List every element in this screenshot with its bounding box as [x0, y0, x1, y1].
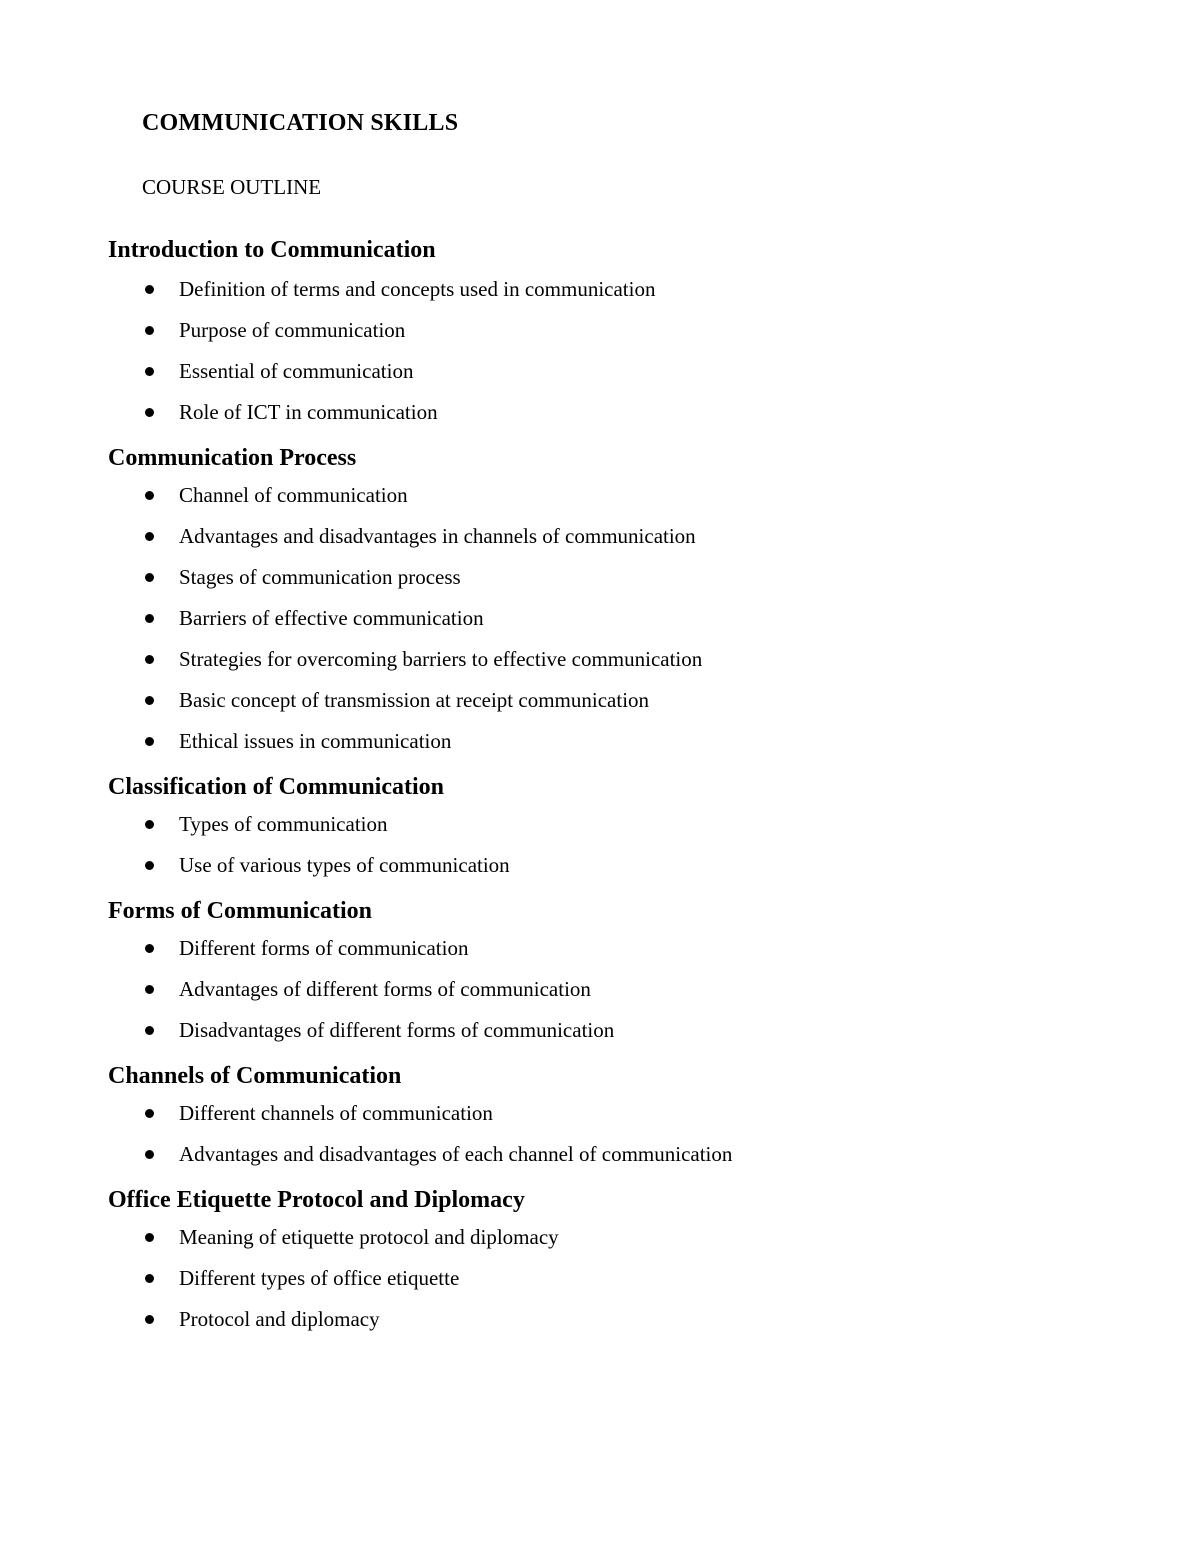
- bullet-icon: [145, 655, 154, 664]
- section-heading: Introduction to Communication: [108, 237, 436, 263]
- bullet-icon: [145, 1315, 154, 1324]
- list-item-text: Meaning of etiquette protocol and diplomacy: [179, 1225, 559, 1249]
- list-item: [108, 804, 1108, 845]
- list-item-text: Basic concept of transmission at receipt communication: [179, 688, 650, 712]
- list-item-text: Channel of communication: [179, 483, 408, 507]
- section-heading: Classification of Communication: [108, 774, 444, 800]
- list-item: [108, 639, 1108, 680]
- bullet-icon: [145, 532, 154, 541]
- list-item: [108, 351, 1108, 392]
- list-item: [108, 475, 1108, 516]
- section-heading: Channels of Communication: [108, 1063, 402, 1089]
- list-item-text: Protocol and diplomacy: [179, 1307, 380, 1331]
- bullet-icon: [145, 1274, 154, 1283]
- list-item: [108, 310, 1108, 351]
- outline-content: [108, 233, 1108, 1348]
- list-item-text: Different types of office etiquette: [179, 1266, 460, 1290]
- list-item: [108, 928, 1108, 969]
- list-item-text: Different channels of communication: [179, 1101, 493, 1125]
- section-heading: Office Etiquette Protocol and Diplomacy: [108, 1187, 525, 1213]
- list-item: [108, 845, 1108, 886]
- list-item-text: Essential of communication: [179, 359, 414, 383]
- list-item-text: Advantages of different forms of communication: [179, 977, 591, 1001]
- list-item-text: Strategies for overcoming barriers to effective communication: [179, 647, 703, 671]
- bullet-list: [108, 1093, 1108, 1175]
- list-item: [108, 680, 1108, 721]
- section-heading: Forms of Communication: [108, 898, 372, 924]
- list-item-text: Different forms of communication: [179, 936, 469, 960]
- bullet-list: [108, 928, 1108, 1051]
- section-forms: [108, 894, 1108, 1051]
- list-item: [108, 1134, 1108, 1175]
- list-item-text: Barriers of effective communication: [179, 606, 484, 630]
- list-item-text: Advantages and disadvantages of each channel of communication: [179, 1142, 733, 1166]
- list-item: [108, 269, 1108, 310]
- list-item-text: Purpose of communication: [179, 318, 406, 342]
- list-item: [108, 598, 1108, 639]
- list-item-text: Advantages and disadvantages in channels of communication: [179, 524, 696, 548]
- bullet-icon: [145, 737, 154, 746]
- list-item: [108, 557, 1108, 598]
- list-item-text: Ethical issues in communication: [179, 729, 452, 753]
- list-item: [108, 392, 1108, 433]
- bullet-icon: [145, 408, 154, 417]
- bullet-icon: [145, 861, 154, 870]
- list-item: [108, 1093, 1108, 1134]
- section-channels: [108, 1059, 1108, 1175]
- bullet-icon: [145, 1150, 154, 1159]
- bullet-icon: [145, 1026, 154, 1035]
- bullet-icon: [145, 491, 154, 500]
- list-item-text: Stages of communication process: [179, 565, 461, 589]
- bullet-icon: [145, 326, 154, 335]
- bullet-icon: [145, 985, 154, 994]
- list-item: [108, 969, 1108, 1010]
- list-item-text: Role of ICT in communication: [179, 400, 438, 424]
- list-item-text: Types of communication: [179, 812, 388, 836]
- bullet-icon: [145, 944, 154, 953]
- list-item-text: Use of various types of communication: [179, 853, 510, 877]
- bullet-list: [108, 1217, 1108, 1340]
- bullet-icon: [145, 573, 154, 582]
- bullet-list: [108, 475, 1108, 762]
- bullet-icon: [145, 1109, 154, 1118]
- bullet-icon: [145, 820, 154, 829]
- section-introduction: [108, 233, 1108, 433]
- list-item: [108, 1217, 1108, 1258]
- list-item-text: Definition of terms and concepts used in communication: [179, 277, 656, 301]
- list-item: [108, 1010, 1108, 1051]
- bullet-icon: [145, 285, 154, 294]
- list-item-text: Disadvantages of different forms of communication: [179, 1018, 615, 1042]
- list-item: [108, 721, 1108, 762]
- bullet-list: [108, 804, 1108, 886]
- section-classification: [108, 770, 1108, 886]
- section-heading: Communication Process: [108, 445, 357, 471]
- section-office-etiquette: [108, 1183, 1108, 1340]
- bullet-list: [108, 269, 1108, 433]
- bullet-icon: [145, 367, 154, 376]
- list-item: [108, 1258, 1108, 1299]
- list-item: [108, 1299, 1108, 1340]
- bullet-icon: [145, 614, 154, 623]
- list-item: [108, 516, 1108, 557]
- bullet-icon: [145, 1233, 154, 1242]
- bullet-icon: [145, 696, 154, 705]
- section-communication-process: [108, 441, 1108, 762]
- page-subtitle: COURSE OUTLINE: [142, 175, 322, 199]
- page-title: COMMUNICATION SKILLS: [142, 110, 459, 136]
